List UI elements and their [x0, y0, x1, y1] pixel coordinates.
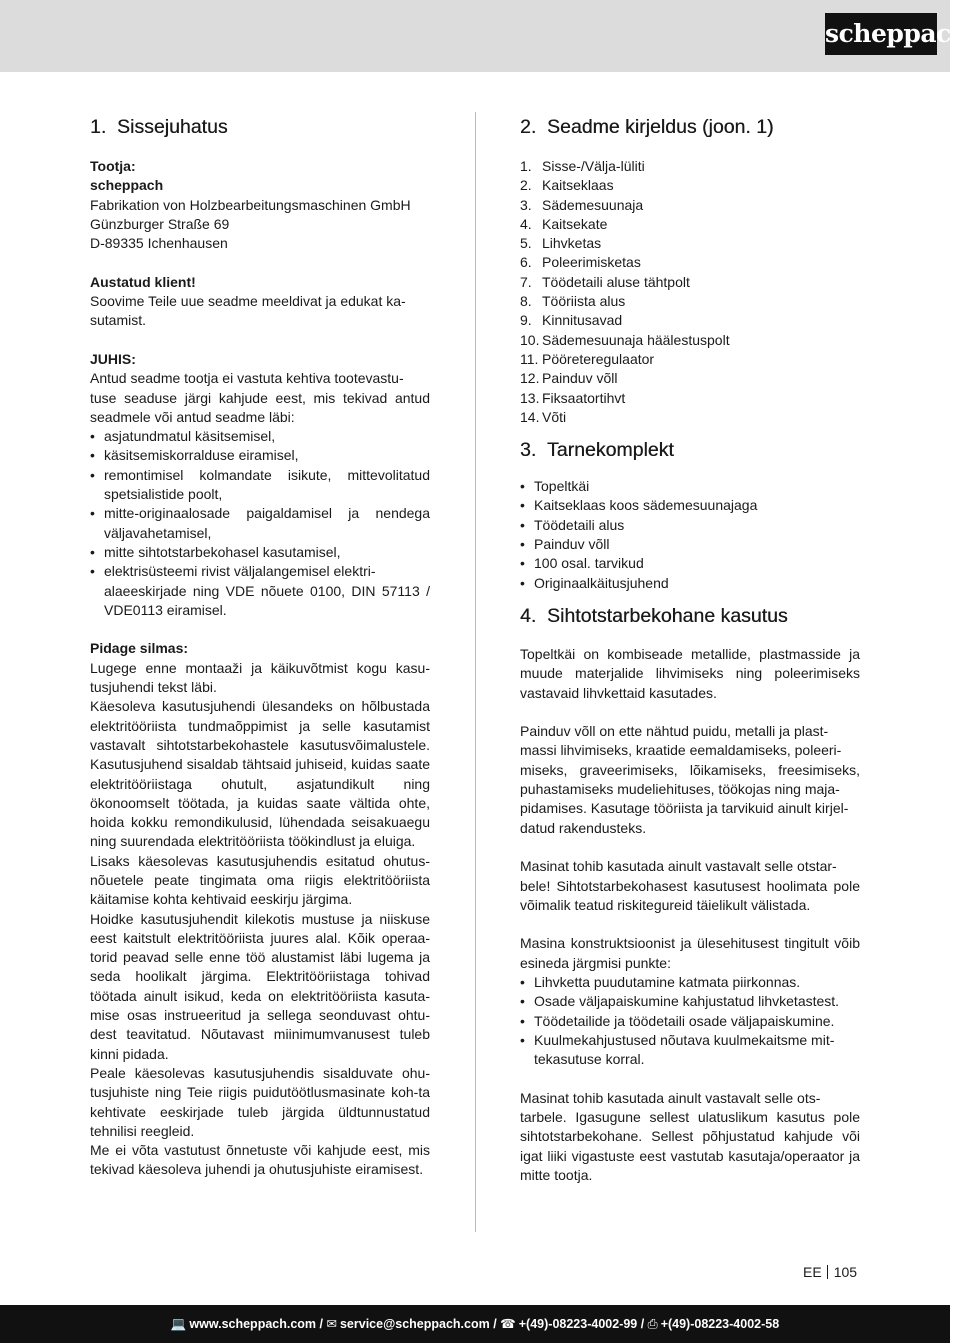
page-footer: [0, 1305, 950, 1343]
section-4-heading: [520, 601, 860, 631]
list-item: 5. Lihvketas: [520, 235, 602, 252]
list-item: 13. Fiksaatortihvt: [520, 389, 626, 406]
note-text: Antud seadme tootja ei vastuta kehtiva tootevastu- tuse seaduse järgi kahjude eest, mis tekivad antud seadmele või antud seadme läbi:: [90, 370, 430, 425]
list-item: • Töödetaili alus: [520, 516, 860, 535]
list-item: • käsitsemiskorralduse eiramisel,: [90, 446, 430, 465]
list-item: • mitte sihtotstarbekohasel kasutamisel,: [90, 543, 430, 562]
maker-line: Günzburger Straße 69: [90, 215, 230, 232]
section-number: 2.: [520, 116, 537, 138]
greeting-text: Soovime Teile uue seadme meeldivat ja edukat ka- sutamist.: [90, 293, 406, 329]
page-number: [803, 1264, 857, 1280]
list-item: • remontimisel kolmandate isikute, mittevolitatud spetsialistide poolt,: [90, 466, 430, 505]
usage-paragraph: Topeltkäi on kombiseade metallide, plastmasside ja muude materjalide lihvimiseks ning poleerimiseks vastavaid lihvkettaid kasutades.: [520, 645, 860, 701]
list-item: • asjatundmatul käsitsemisel,: [90, 427, 430, 446]
list-item: 6. Poleerimisketas: [520, 254, 641, 271]
observe-paragraph: Me ei võta vastutust õnnetuste või kahjude eest, mis tekivad käesoleva juhendi ja ohutusjuhiste eiramisest.: [90, 1142, 430, 1178]
section-2-heading: [520, 112, 860, 142]
column-divider: [475, 112, 476, 1232]
observe-label: Pidage silmas:: [90, 640, 189, 657]
list-item: • mitte-originaalosade paigaldamisel ja nendega väljavahetamisel,: [90, 504, 430, 543]
list-item: • Originaalkäitusjuhend: [520, 574, 860, 593]
list-item: • Kaitseklaas koos sädemesuunajaga: [520, 496, 860, 515]
list-item: 14. Võti: [520, 408, 567, 425]
footer-email[interactable]: service@scheppach.com /: [339, 1317, 497, 1331]
section-1-heading: [90, 112, 430, 142]
list-item: 2. Kaitseklaas: [520, 177, 614, 194]
telephone-icon: ☎: [500, 1317, 516, 1331]
observe-paragraph: Hoidke kasutusjuhendit kilekotis mustuse ja niiskuse eest kaitstult elektritööriista juures alal. Kõik operaa-torid peavad selle enne töö alustamist läbi lugema ja seda hoolikalt järgima. Elektritööriistaga tohivad töötada ainult isikud, keda on elektritööriista kasuta-mise osas instrueeritud ja sellega seonduvast ohtu-dest teavitatud. Nõutavast miinimumvanusest tuleb kinni pidada.: [90, 910, 430, 1062]
delivery-list: [520, 477, 860, 593]
list-item: • elektrisüsteemi rivist väljalangemisel elektri- alaeeskirjade ning VDE nõuete 0100, DIN 57113 / VDE0113 eiramisel.: [90, 562, 430, 620]
scheppach-logo: scheppach: [825, 13, 937, 55]
list-item: • Kuulmekahjustused nõutava kuulmekaitsme mit- tekasutuse korral.: [520, 1031, 860, 1070]
page-number-value: 105: [833, 1264, 858, 1280]
observe-paragraph: Lisaks käesolevas kasutusjuhendis esitatud ohutus-nõuetele peate tingimata oma riigis elektritööriista käitamise kohta kehtivaid eeskirju järgima.: [90, 852, 430, 908]
maker-line: D-89335 Ichenhausen: [90, 235, 228, 252]
list-item: 4. Kaitsekate: [520, 215, 608, 232]
maker-line: Fabrikation von Holzbearbeitungsmaschinen GmbH: [90, 196, 411, 213]
language-code: EE: [803, 1264, 822, 1280]
list-item: 8. Tööriista alus: [520, 293, 626, 310]
note-list: [90, 427, 430, 620]
list-item: 12. Painduv võll: [520, 370, 618, 387]
observe-paragraph: Peale käesolevas kasutusjuhendis sisalduvate ohu-tusjuhiste ning Teie riigis puidutöötlusmasinate koh-ta kehtivate eeskirjade tuleb järgida üldtunnustatud tehnilisi reegleid.: [90, 1064, 430, 1139]
section-number: 1.: [90, 116, 107, 138]
usage-paragraph: Masina konstruktsioonist ja ülesehitusest tingitult võib esineda järgmisi punkte:: [520, 935, 860, 971]
usage-paragraph: Masinat tohib kasutada ainult vastavalt selle otstar- bele! Sihtotstarbekohasest kasutusest hoolimata pole võimalik teatud riskitegureid täielikult välistada.: [520, 858, 860, 913]
footer-fax: +(49)-08223-4002-58: [660, 1317, 780, 1331]
page-header: [0, 0, 968, 72]
left-column: [90, 112, 430, 1180]
list-item: • 100 osal. tarvikud: [520, 554, 860, 573]
list-item: • Lihvketta puudutamine katmata piirkonnas.: [520, 973, 860, 992]
section-number: 4.: [520, 604, 537, 627]
envelope-icon: ✉: [326, 1317, 337, 1331]
note-label: JUHIS:: [90, 350, 136, 367]
list-item: 10. Sädemesuunaja häälestuspolt: [520, 331, 730, 348]
computer-icon: 💻: [170, 1317, 187, 1331]
observe-paragraph: Lugege enne montaaži ja käikuvõtmist kogu kasu-tusjuhendi tekst läbi.: [90, 659, 430, 696]
risk-list: [520, 973, 860, 1069]
parts-list: [520, 157, 860, 427]
list-item: • Painduv võll: [520, 535, 860, 554]
list-item: 1. Sisse-/Välja-lüliti: [520, 158, 645, 174]
usage-paragraph: Painduv võll on ette nähtud puidu, metalli ja plast- massi lihvimiseks, kraatide eemaldamiseks, poleeri- miseks, graveerimiseks, lõikamiseks, freesimiseks, puhastamiseks mudeliehituses, töökojas ning maja- pidamises. Kasutage tööriista ja tarvikuid ainult kirjel- datud rakendusteks.: [520, 723, 860, 836]
list-item: • Töödetailide ja töödetaili osade väljapaiskumine.: [520, 1012, 860, 1031]
list-item: 11. Pööreteregulaator: [520, 350, 655, 367]
section-3-heading: [520, 435, 860, 465]
footer-phone: +(49)-08223-4002-99 /: [518, 1317, 645, 1331]
section-title: Sissejuhatus: [117, 116, 228, 138]
list-item: 7. Töödetaili aluse tähtpolt: [520, 273, 690, 290]
list-item: 3. Sädemesuunaja: [520, 196, 644, 213]
section-title: Tarnekomplekt: [547, 439, 674, 462]
list-item: • Osade väljapaiskumine kahjustatud lihvketastest.: [520, 992, 860, 1011]
separator: [827, 1265, 828, 1279]
list-item: 9. Kinnitusavad: [520, 312, 623, 329]
maker-label: Tootja:: [90, 158, 136, 174]
observe-paragraph: Käesoleva kasutusjuhendi ülesandeks on hõlbustada elektritööriista tundmaõppimist ja selle kasutamist vastavalt sihtotstarbekohastele kasutusvõimalustele. Kasutusjuhend sisaldab tähtsaid juhiseid, kuidas saate elektritööriistaga ohutult, asjatundikult ning ökonoomselt töötada, ja kuidas saate vältida ohte, hoida kokku remondikulusid, lühendada seisakuaegu ning suurendada elektritööriista töökindlust ja eluiga.: [90, 698, 430, 850]
list-item: • Topeltkäi: [520, 477, 860, 496]
greeting-label: Austatud klient!: [90, 273, 196, 290]
maker-name: scheppach: [90, 177, 164, 194]
right-column: [520, 112, 860, 1185]
section-title: Seadme kirjeldus (joon. 1): [547, 116, 774, 138]
fax-icon: ⎙: [647, 1317, 658, 1331]
usage-paragraph: Masinat tohib kasutada ainult vastavalt selle ots- tarbele. Igasugune sellest ulatuslikum kasutus pole sihtotstarbekohane. Sellest põhjustatud kahjude või igat liiki vigastuste eest vastutab kasutaja/operaator ja mitte tootja.: [520, 1089, 860, 1183]
section-title: Sihtotstarbekohane kasutus: [547, 604, 788, 627]
footer-website[interactable]: www.scheppach.com /: [189, 1317, 323, 1331]
section-number: 3.: [520, 439, 537, 462]
